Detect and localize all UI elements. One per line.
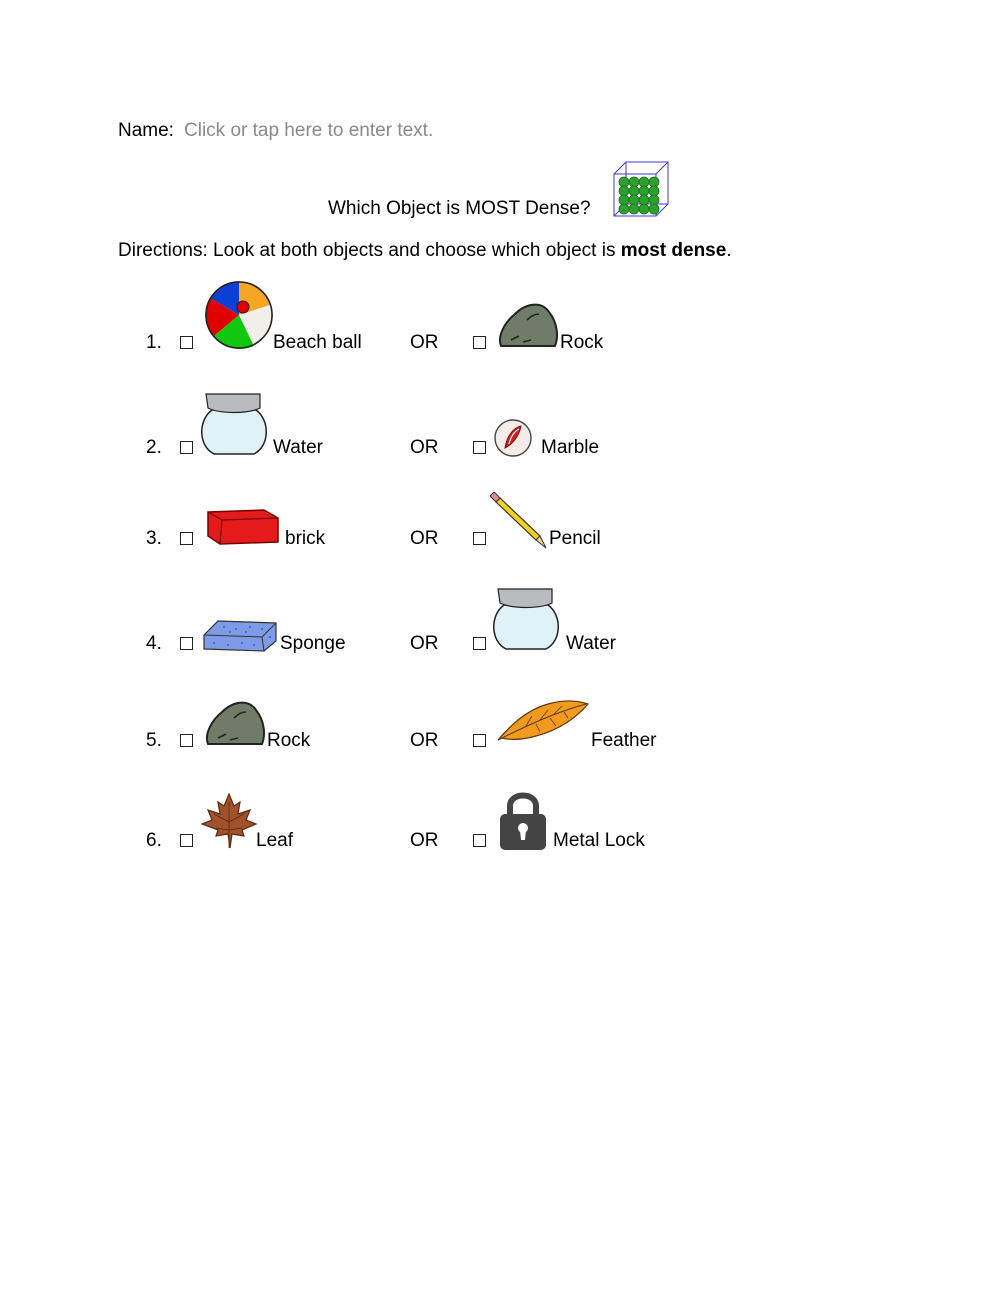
dense-cube-icon xyxy=(612,160,670,224)
or-label: OR xyxy=(410,437,439,458)
water-jar-icon xyxy=(490,585,562,659)
question-row xyxy=(0,280,1000,390)
option-label: Beach ball xyxy=(273,332,362,353)
directions-text xyxy=(118,240,732,262)
question-number: 5. xyxy=(146,730,162,751)
name-input[interactable] xyxy=(184,118,484,144)
question-number: 6. xyxy=(146,830,162,851)
lock-icon xyxy=(498,790,548,858)
option-label: brick xyxy=(285,528,326,549)
option-label: Water xyxy=(273,437,323,458)
question-row xyxy=(0,790,1000,900)
answer-checkbox[interactable] xyxy=(473,734,486,747)
answer-checkbox[interactable] xyxy=(180,734,193,747)
or-label: OR xyxy=(410,830,439,851)
or-label: OR xyxy=(410,332,439,353)
question-number: 1. xyxy=(146,332,162,353)
question-number: 2. xyxy=(146,437,162,458)
marble-icon xyxy=(493,418,533,464)
option-label: Metal Lock xyxy=(553,830,645,851)
answer-checkbox[interactable] xyxy=(473,637,486,650)
option-label: Sponge xyxy=(280,633,346,654)
option-label: Pencil xyxy=(549,528,601,549)
rock-icon xyxy=(204,700,266,756)
water-jar-icon xyxy=(198,390,270,464)
question-number: 4. xyxy=(146,633,162,654)
sponge-icon xyxy=(202,619,278,659)
answer-checkbox[interactable] xyxy=(473,441,486,454)
or-label: OR xyxy=(410,730,439,751)
rock-icon xyxy=(497,302,559,358)
question-number: 3. xyxy=(146,528,162,549)
option-label: Marble xyxy=(541,437,600,458)
answer-checkbox[interactable] xyxy=(180,336,193,349)
or-label: OR xyxy=(410,528,439,549)
directions-suffix: . xyxy=(726,240,732,261)
leaf-icon xyxy=(200,792,258,856)
question-row xyxy=(0,690,1000,800)
option-label: Rock xyxy=(267,730,311,751)
answer-checkbox[interactable] xyxy=(180,532,193,545)
answer-checkbox[interactable] xyxy=(180,637,193,650)
directions-bold: most dense xyxy=(620,240,727,261)
option-label: Feather xyxy=(591,730,657,751)
question-row xyxy=(0,585,1000,695)
answer-checkbox[interactable] xyxy=(180,834,193,847)
or-label: OR xyxy=(410,633,439,654)
name-label: Name: xyxy=(118,120,174,141)
directions-prefix: Directions: Look at both objects and choose which object is xyxy=(118,240,621,261)
feather-icon xyxy=(496,696,590,748)
answer-checkbox[interactable] xyxy=(473,532,486,545)
page-title: Which Object is MOST Dense? xyxy=(328,198,591,219)
answer-checkbox[interactable] xyxy=(180,441,193,454)
pencil-icon xyxy=(490,492,548,556)
option-label: Leaf xyxy=(256,830,293,851)
brick-icon xyxy=(204,506,282,554)
question-row xyxy=(0,390,1000,500)
option-label: Water xyxy=(566,633,616,654)
beach-ball-icon xyxy=(204,280,274,356)
answer-checkbox[interactable] xyxy=(473,834,486,847)
question-row xyxy=(0,490,1000,600)
answer-checkbox[interactable] xyxy=(473,336,486,349)
option-label: Rock xyxy=(560,332,604,353)
